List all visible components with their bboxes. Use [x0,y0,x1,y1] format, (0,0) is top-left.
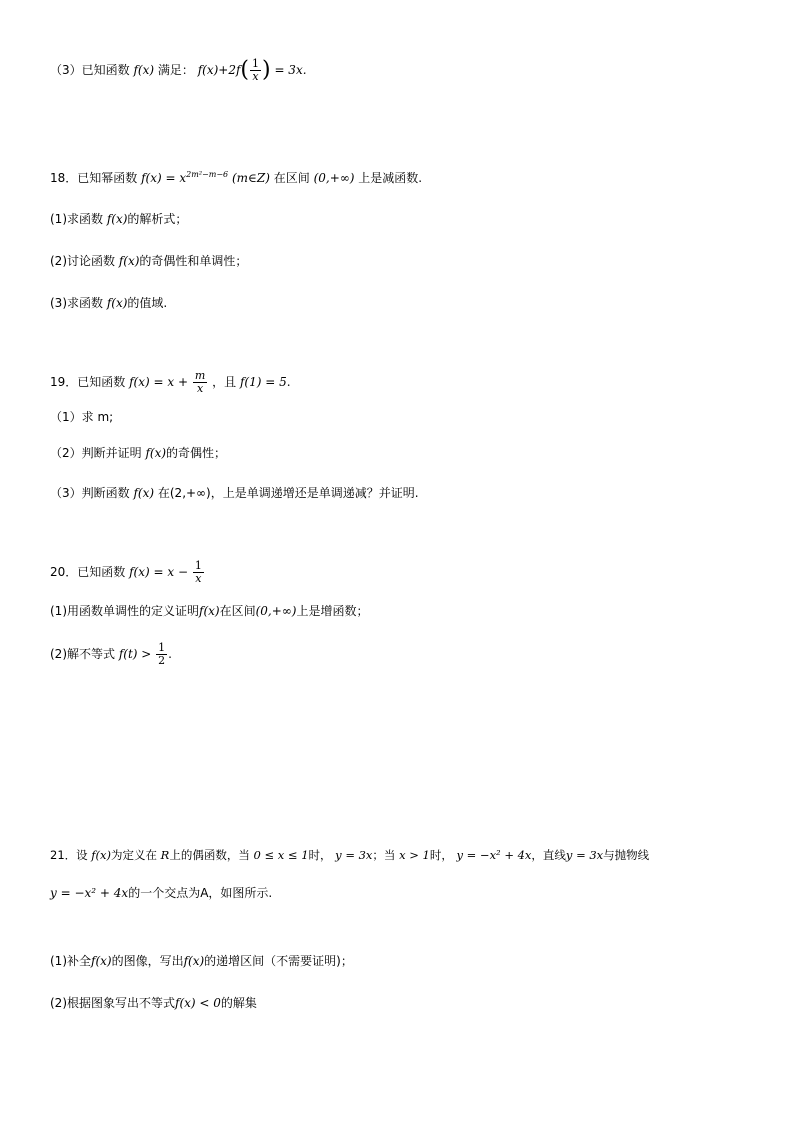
q18-part2: (2)讨论函数 f(x)的奇偶性和单调性； [50,254,248,268]
q20-part1: (1)用函数单调性的定义证明f(x)在区间(0,+∞)上是增函数； [50,604,369,618]
q19-part1: （1）求 m; [50,410,114,424]
q20-stem: 20．已知函数 f(x) = x − $\frac{1}{x}$ [50,559,202,585]
q19-part3: （3）判断函数 f(x) 在(2,+∞)，上是单调递增还是单调递减？并证明. [50,486,419,500]
q19-part2: （2）判断并证明 f(x)的奇偶性； [50,446,227,460]
q21-stem-line2: y = −x² + 4x的一个交点为A，如图所示. [50,886,273,900]
q20-part2: (2)解不等式 f(t) > $\frac{1}{2}$ . [50,641,172,667]
q21-part1: (1)补全f(x)的图像，写出f(x)的递增区间（不需要证明)； [50,954,353,968]
q18-part1: (1)求函数 f(x)的解析式； [50,212,188,226]
q18-part3: (3)求函数 f(x)的值域. [50,296,168,310]
q19-stem: 19．已知函数 f(x) = x + $\frac{m}{x}$ ，且 f(1) = 5. [50,369,291,395]
q21-stem-line1: 21．设 f(x)为定义在 R上的偶函数，当 0 ≤ x ≤ 1时， y = 3x；当 x > 1时， y = −x² + 4x，直线y = 3x与抛物线 [50,848,650,862]
q20-fraction: $\frac{1}{x}$ [194,559,202,585]
q17-fraction: $\frac{1}{x}$ [252,57,260,83]
q19-fraction: $\frac{m}{x}$ [194,369,206,395]
q21-part2: (2)根据图象写出不等式f(x) < 0的解集 [50,996,257,1010]
q18-stem: 18．已知幂函数 $f(x) = x^{2m^2-m-6}$ (m∈Z) 在区间 (0,+∞) 上是减函数. [50,170,423,185]
q17-part3: （3）已知函数 f(x) 满足： f(x)+2f( $\frac{1}{x}$ ) = 3x. [50,57,307,83]
q20-part2-fraction: $\frac{1}{2}$ [158,641,166,667]
